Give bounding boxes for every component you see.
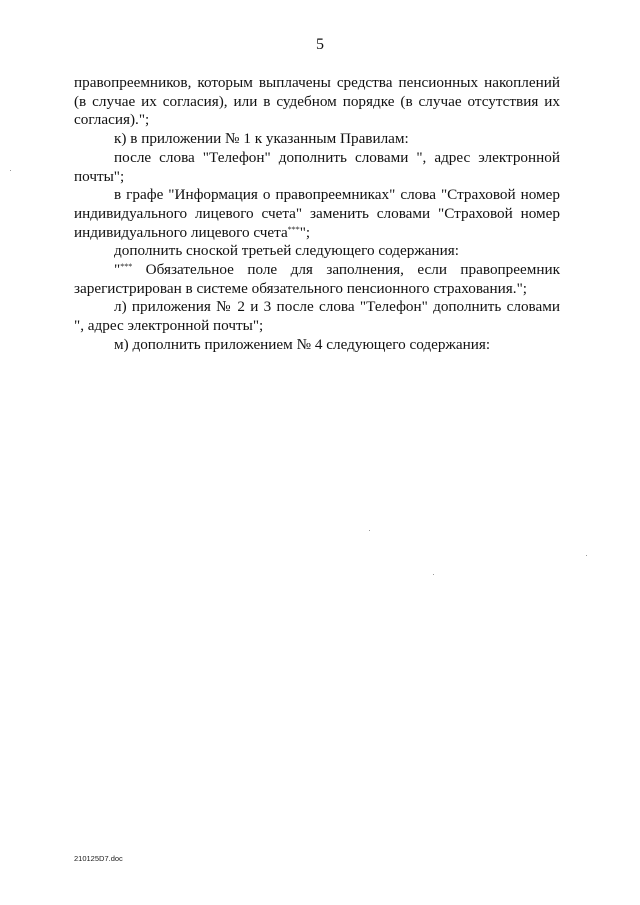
text-fragment: индивидуального лицевого счета — [74, 223, 288, 241]
footnote-marker: *** — [287, 224, 300, 234]
scan-speck — [586, 555, 587, 556]
text-line: зарегистрирован в системе обязательного пенсионного страхования."; — [74, 279, 527, 297]
page-number: 5 — [316, 36, 324, 53]
text-fragment: "; — [299, 223, 311, 241]
text-line — [74, 224, 560, 243]
document-body — [74, 74, 560, 355]
footer-filename: 210125D7.doc — [74, 854, 123, 863]
text-line: (в случае их согласия), или в судебном порядке (в случае отсутствия их — [74, 92, 560, 110]
paragraph-successors-consent — [74, 74, 560, 130]
text-fragment: " — [114, 261, 121, 279]
text-fragment: Обязательное поле для заполнения, если правопреемник — [132, 261, 560, 279]
text-line: согласия)."; — [74, 111, 150, 129]
text-line: в графе "Информация о правопреемниках" слова "Страховой номер — [114, 186, 560, 204]
text-line: индивидуального лицевого счета" заменить словами "Страховой номер — [74, 204, 560, 222]
paragraph-add-footnote — [74, 242, 560, 261]
paragraph-item-m — [74, 336, 560, 355]
paragraph-add-email-phone — [74, 149, 560, 186]
text-line — [74, 261, 560, 280]
text-line: м) дополнить приложением № 4 следующего содержания: — [114, 335, 491, 353]
paragraph-column-successors-info — [74, 186, 560, 242]
text-line: к) в приложении № 1 к указанным Правилам: — [114, 130, 409, 148]
text-line: после слова "Телефон" дополнить словами ", адрес электронной — [114, 148, 560, 166]
scan-speck — [369, 530, 370, 531]
text-line: ", адрес электронной почты"; — [74, 317, 264, 335]
paragraph-item-k — [74, 130, 560, 149]
text-line: почты"; — [74, 167, 125, 185]
text-line: правопреемников, которым выплачены средства пенсионных накоплений — [74, 74, 560, 91]
paragraph-footnote-text — [74, 261, 560, 298]
text-line: дополнить сноской третьей следующего содержания: — [114, 242, 459, 260]
footnote-marker: *** — [120, 262, 133, 272]
paragraph-item-l — [74, 298, 560, 335]
scan-speck — [433, 574, 434, 575]
scan-speck — [10, 170, 11, 171]
text-line: л) приложения № 2 и 3 после слова "Телефон" дополнить словами — [114, 298, 560, 316]
